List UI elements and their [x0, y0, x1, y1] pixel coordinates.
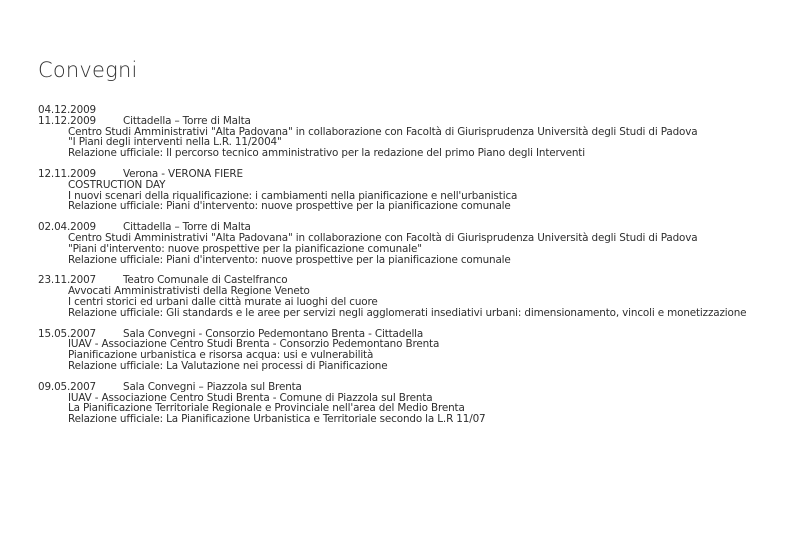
event-organizer: Centro Studi Amministrativi "Alta Padovana" in collaborazione con Facoltà di Giurisprudenza Università degli Studi di Padova: [68, 125, 698, 138]
event-date: 11.12.2009: [38, 114, 96, 127]
event-relazione: Relazione ufficiale: La Valutazione nei processi di Pianificazione: [68, 359, 388, 372]
event-topic: "Piani d'intervento: nuove prospettive per la pianificazione comunale": [68, 242, 422, 255]
event-date: 02.04.2009: [38, 221, 96, 234]
event-location: Verona - VERONA FIERE: [123, 167, 243, 180]
event-organizer: Centro Studi Amministrativi "Alta Padovana" in collaborazione con Facoltà di Giurisprudenza Università degli Studi di Padova: [68, 231, 698, 244]
event-heading: [38, 116, 758, 127]
event-organizer: COSTRUCTION DAY: [68, 178, 166, 191]
event-organizer: IUAV - Associazione Centro Studi Brenta - Comune di Piazzola sul Brenta: [68, 391, 433, 404]
event-item: [38, 329, 758, 372]
event-topic: "I Piani degli interventi nella L.R. 11/2004": [68, 136, 282, 149]
event-item: [38, 222, 758, 265]
event-topic: I centri storici ed urbani dalle città murate ai luoghi del cuore: [68, 295, 378, 308]
event-heading: [38, 382, 758, 393]
event-item: [38, 169, 758, 212]
event-item: [38, 382, 758, 425]
event-organizer: IUAV - Associazione Centro Studi Brenta - Consorzio Pedemontano Brenta: [68, 338, 440, 351]
event-date-start: 04.12.2009: [38, 104, 96, 116]
event-organizer: Avvocati Amministrativisti della Regione Veneto: [68, 285, 310, 298]
event-location: Sala Convegni - Consorzio Pedemontano Brenta - Cittadella: [123, 327, 424, 340]
event-relazione: Relazione ufficiale: Il percorso tecnico amministrativo per la redazione del primo Piano degli Interventi: [68, 147, 585, 160]
event-date: 12.11.2009: [38, 167, 96, 180]
page-title: Convegni: [38, 58, 138, 82]
event-location: Cittadella – Torre di Malta: [123, 114, 251, 127]
event-location: Teatro Comunale di Castelfranco: [123, 274, 288, 287]
event-topic: Pianificazione urbanistica e risorsa acqua: usi e vulnerabilità: [68, 349, 374, 362]
event-date: 23.11.2007: [38, 274, 96, 287]
event-topic: La Pianificazione Territoriale Regionale e Provinciale nell'area del Medio Brenta: [68, 402, 465, 415]
event-location: Cittadella – Torre di Malta: [123, 221, 251, 234]
event-topic: I nuovi scenari della riqualificazione: i cambiamenti nella pianificazione e nell'urbanistica: [68, 189, 518, 202]
page-content: [38, 56, 758, 435]
event-location: Sala Convegni – Piazzola sul Brenta: [123, 380, 302, 393]
event-relazione: Relazione ufficiale: Gli standards e le aree per servizi negli agglomerati insediativi urbani: dimensionamento, vincoli e monetizzazione: [68, 306, 747, 319]
event-date: 09.05.2007: [38, 380, 96, 393]
event-relazione: Relazione ufficiale: Piani d'intervento: nuove prospettive per la pianificazione comunale: [68, 253, 511, 266]
event-relazione: Relazione ufficiale: La Pianificazione Urbanistica e Territoriale secondo la L.R 11/07: [68, 413, 486, 426]
event-date: 15.05.2007: [38, 327, 96, 340]
event-item: [38, 275, 758, 318]
event-relazione: Relazione ufficiale: Piani d'intervento: nuove prospettive per la pianificazione comunale: [68, 200, 511, 213]
event-item: [38, 105, 758, 159]
